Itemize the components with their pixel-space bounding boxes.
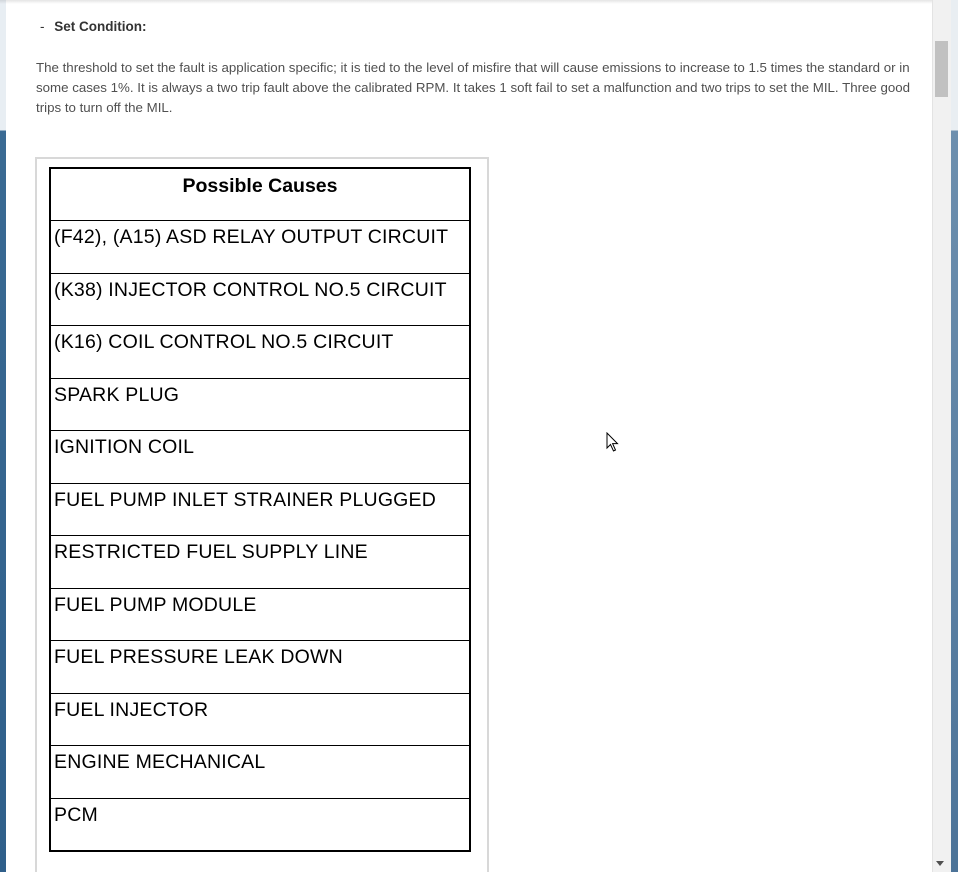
table-row	[50, 431, 470, 484]
set-condition-paragraph: The threshold to set the fault is application specific; it is tied to the level of misfire that will cause emissions to increase to 1.5 times the standard or in some cases 1%. It is always a two trip fault above the calibrated RPM. It takes 1 soft fail to set a malfunction and two trips to set the MIL. Three good trips to turn off the MIL.	[36, 60, 911, 115]
table-row	[50, 693, 470, 746]
table-header-row	[50, 168, 470, 221]
scrollbar-thumb[interactable]	[935, 41, 948, 97]
cause-cell: (K16) COIL CONTROL NO.5 CIRCUIT	[50, 326, 470, 379]
cause-cell: PCM	[54, 803, 98, 826]
section-bullet: -	[40, 19, 45, 34]
table-row	[50, 746, 470, 799]
table-header: Possible Causes	[50, 168, 470, 221]
section-title: Set Condition:	[54, 19, 147, 34]
table-row	[50, 221, 470, 274]
cause-cell: RESTRICTED FUEL SUPPLY LINE	[50, 536, 470, 589]
cause-cell: FUEL PUMP MODULE	[50, 588, 470, 641]
possible-causes-figure	[35, 157, 489, 872]
cause-cell: (K38) INJECTOR CONTROL NO.5 CIRCUIT	[50, 273, 470, 326]
table-row	[50, 641, 470, 694]
cause-cell: FUEL INJECTOR	[50, 693, 470, 746]
table-row	[50, 483, 470, 536]
table-row	[50, 326, 470, 379]
table-row	[50, 273, 470, 326]
possible-causes-table	[49, 167, 471, 852]
cause-cell: (F42), (A15) ASD RELAY OUTPUT CIRCUIT	[50, 221, 470, 274]
table-row	[50, 378, 470, 431]
background-window-edge-right	[951, 0, 958, 872]
mouse-pointer-icon	[606, 432, 620, 452]
scrollbar-divider	[932, 0, 933, 872]
document-viewer-content	[6, 0, 932, 872]
table-row	[50, 798, 470, 851]
cause-cell: IGNITION COIL	[50, 431, 470, 484]
cause-cell: FUEL PRESSURE LEAK DOWN	[50, 641, 470, 694]
cause-cell: SPARK PLUG	[50, 378, 470, 431]
cause-cell: ENGINE MECHANICAL	[50, 746, 470, 799]
cause-cell: FUEL PUMP INLET STRAINER PLUGGED	[50, 483, 470, 536]
table-row	[50, 536, 470, 589]
top-shadow	[0, 0, 932, 4]
chevron-down-icon[interactable]	[936, 861, 944, 866]
table-row	[50, 588, 470, 641]
section-heading	[40, 19, 147, 34]
